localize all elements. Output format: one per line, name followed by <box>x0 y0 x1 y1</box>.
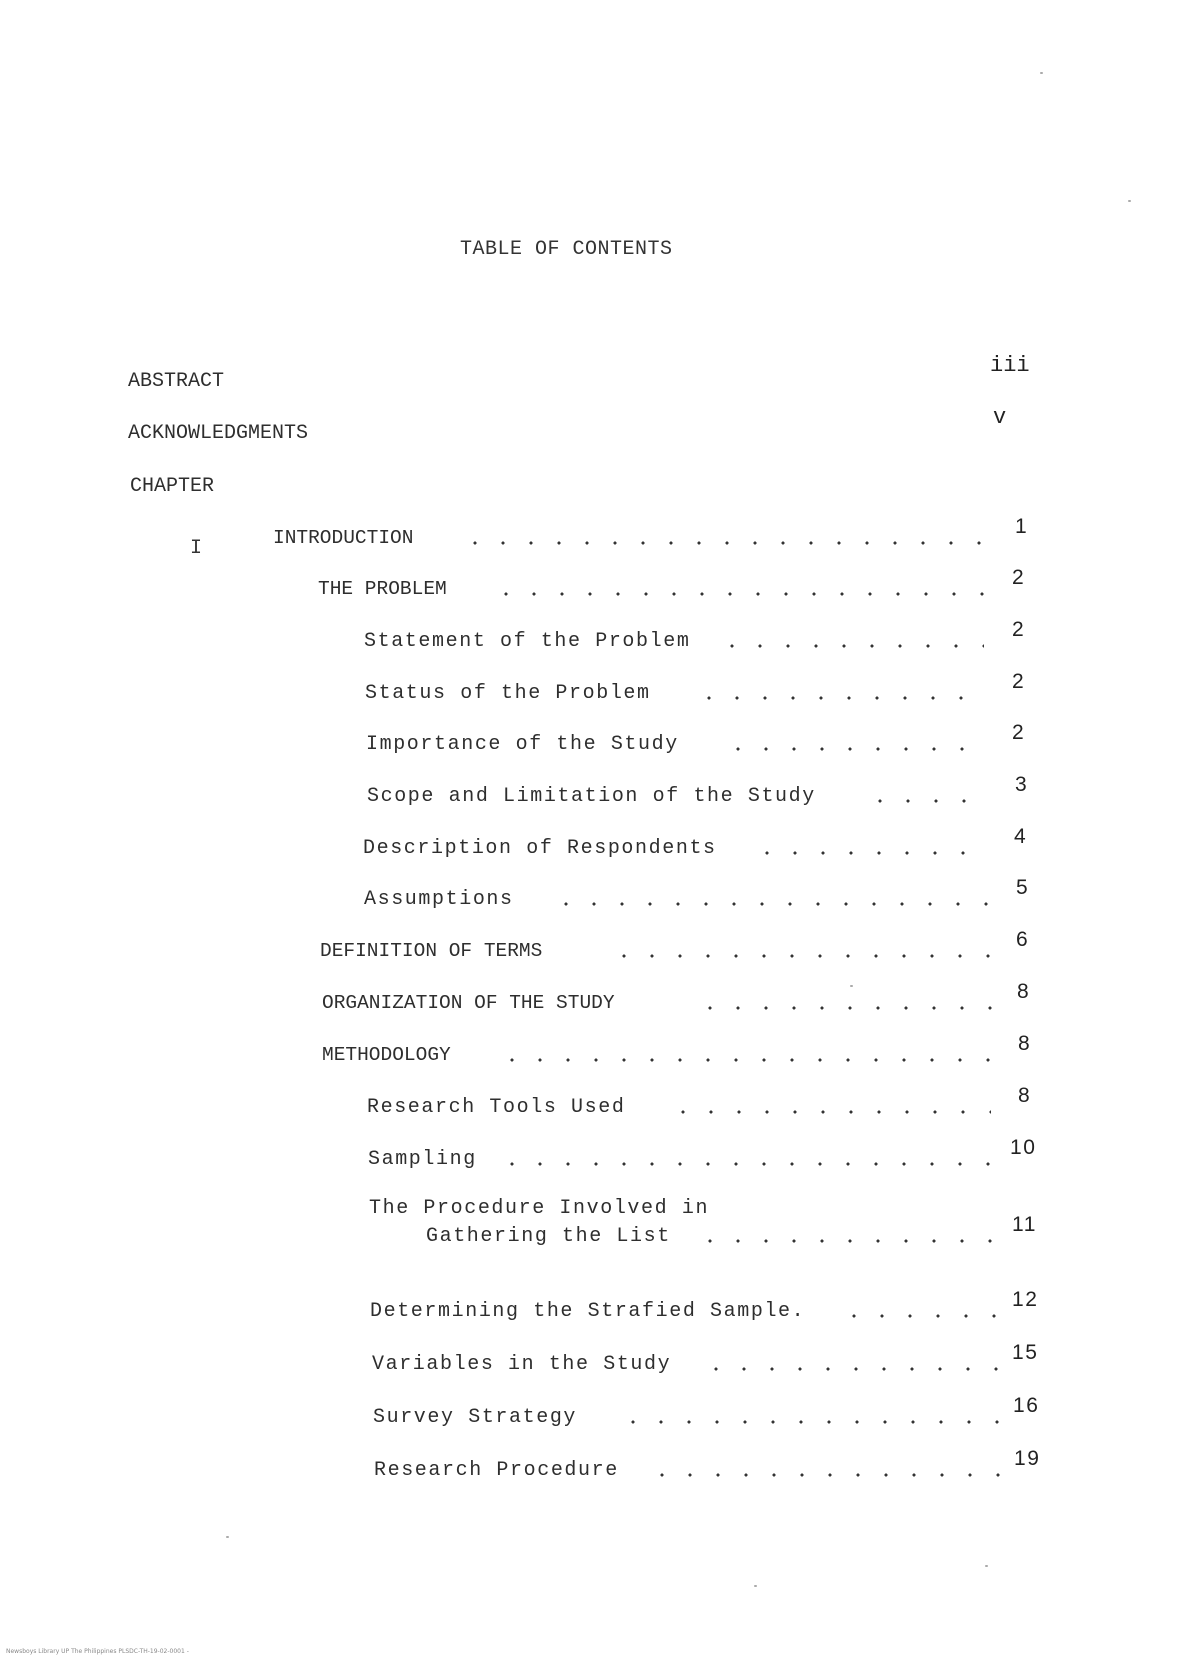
dot-leader <box>696 1239 1002 1243</box>
entry-label: Statement of the Problem <box>364 630 691 653</box>
entry-label: Importance of the Study <box>366 733 679 756</box>
dot-leader <box>648 1473 1004 1477</box>
entry-label: Scope and Limitation of the Study <box>367 785 816 808</box>
dot-leader <box>840 1314 1000 1318</box>
toc-entry-acknowledgments: ACKNOWLEDGMENTS <box>128 422 309 445</box>
dot-leader <box>753 851 987 855</box>
entry-label: Research Tools Used <box>367 1096 626 1119</box>
scan-speck <box>985 1565 988 1567</box>
chapter-number: I <box>190 537 203 560</box>
scan-speck <box>226 1536 229 1538</box>
page-number-abstract: iii <box>990 353 1030 378</box>
entry-label: Sampling <box>368 1148 477 1171</box>
dot-leader <box>619 1420 1003 1424</box>
entry-label: Status of the Problem <box>365 682 651 705</box>
entry-label: METHODOLOGY <box>322 1044 451 1066</box>
dot-leader <box>866 799 988 803</box>
dot-leader <box>492 592 984 596</box>
dot-leader <box>724 747 986 751</box>
scan-speck <box>754 1585 757 1587</box>
toc-entry-abstract: ABSTRACT <box>128 370 225 393</box>
scan-footer: Newsboys Library UP The Philippines PLSDC-TH-19-02-0001 - <box>6 1648 189 1655</box>
entry-label: Assumptions <box>364 888 514 911</box>
entry-page-number: 1 <box>1015 515 1027 538</box>
entry-page-number: 3 <box>1015 773 1029 796</box>
entry-page-number: 12 <box>1012 1288 1039 1311</box>
entry-label: Research Procedure <box>374 1459 619 1482</box>
dot-leader <box>695 696 985 700</box>
entry-page-number: 5 <box>1016 876 1030 899</box>
entry-label: Determining the Strafied Sample. <box>370 1300 806 1323</box>
entry-label: ORGANIZATION OF THE STUDY <box>322 992 615 1014</box>
entry-page-number: 6 <box>1016 928 1028 951</box>
entry-label: Survey Strategy <box>373 1406 578 1429</box>
entry-page-number: 2 <box>1012 566 1024 589</box>
entry-label: Gathering the List <box>426 1225 671 1248</box>
entry-page-number: 10 <box>1010 1136 1037 1159</box>
entry-page-number: 19 <box>1014 1447 1041 1470</box>
entry-page-number: 15 <box>1012 1341 1039 1364</box>
entry-page-number: 2 <box>1012 618 1026 641</box>
entry-page-number: 2 <box>1012 670 1026 693</box>
dot-leader <box>718 644 984 648</box>
entry-label: THE PROBLEM <box>318 578 447 600</box>
dot-leader <box>696 1006 992 1010</box>
scan-speck <box>850 985 853 987</box>
page-number-acknowledgments: v <box>993 405 1007 430</box>
entry-page-number: 4 <box>1014 825 1028 848</box>
dot-leader <box>702 1367 1002 1371</box>
entry-label: Description of Respondents <box>363 837 717 860</box>
dot-leader <box>461 541 981 545</box>
entry-label: INTRODUCTION <box>273 527 414 549</box>
entry-label: DEFINITION OF TERMS <box>320 940 543 962</box>
page-title: TABLE OF CONTENTS <box>460 238 673 261</box>
dot-leader <box>610 954 990 958</box>
entry-page-number: 8 <box>1017 980 1029 1003</box>
dot-leader <box>552 902 988 906</box>
entry-page-number: 16 <box>1013 1394 1040 1417</box>
dot-leader <box>498 1058 992 1062</box>
chapter-heading: CHAPTER <box>130 475 215 498</box>
dot-leader <box>669 1110 991 1114</box>
scan-speck <box>1128 200 1131 202</box>
dot-leader <box>498 1162 998 1166</box>
entry-label: Variables in the Study <box>372 1353 672 1376</box>
scan-speck <box>1040 72 1043 74</box>
entry-page-number: 8 <box>1018 1084 1032 1107</box>
entry-page-number: 8 <box>1018 1032 1030 1055</box>
entry-page-number: 2 <box>1012 721 1026 744</box>
entry-page-number: 11 <box>1012 1213 1037 1236</box>
toc-entry-procedure-line1: The Procedure Involved in <box>369 1197 710 1220</box>
